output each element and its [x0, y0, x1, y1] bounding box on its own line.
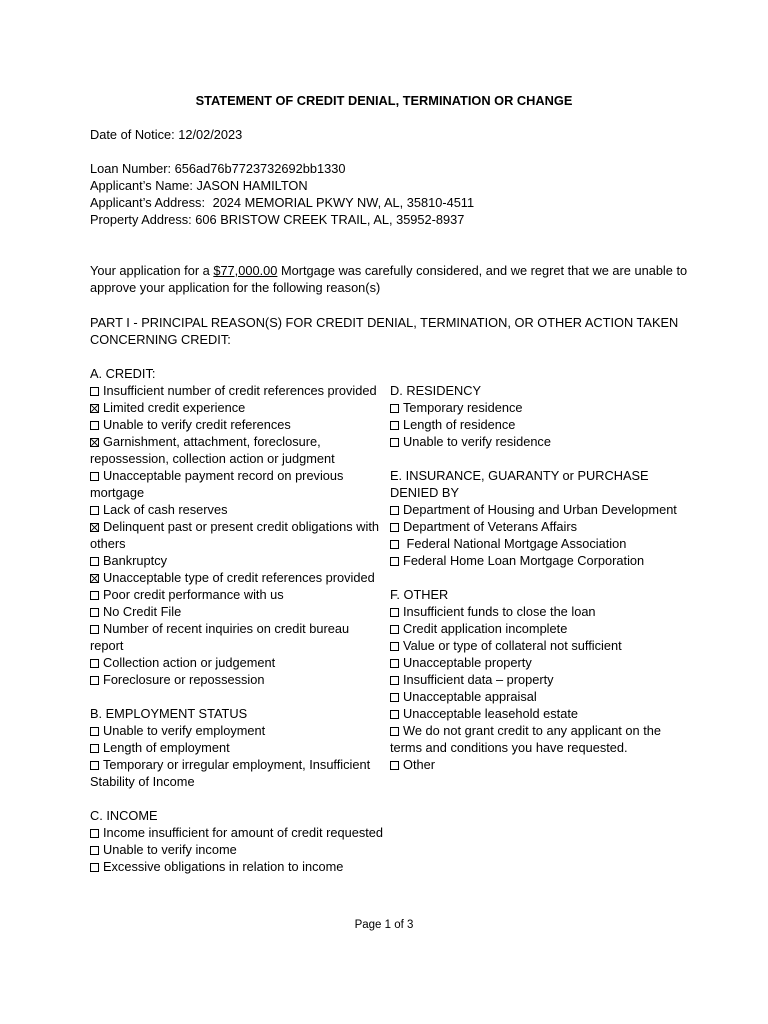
- checklist-item: [90, 722, 385, 739]
- intro-after: Mortgage was carefully considered, and we regret that we are unable to approve your application for the following reason(s): [90, 263, 688, 295]
- checklist-item-label: Income insufficient for amount of credit requested: [103, 825, 384, 840]
- checklist-item-label: Unacceptable property: [403, 655, 532, 670]
- unchecked-box-icon[interactable]: [90, 506, 99, 515]
- checklist-item: [90, 552, 385, 569]
- unchecked-box-icon[interactable]: [390, 540, 399, 549]
- checklist-item: [90, 382, 385, 399]
- other-list: [390, 603, 680, 773]
- checklist-item-label: Insufficient number of credit references provided: [103, 383, 377, 398]
- loan-number-value: 656ad76b7723732692bb1330: [174, 161, 346, 176]
- checklist-item-label: Insufficient funds to close the loan: [403, 604, 596, 619]
- income-heading: C. INCOME: [90, 808, 158, 823]
- checklist-item: [390, 756, 680, 773]
- unchecked-box-icon[interactable]: [90, 591, 99, 600]
- document-title: STATEMENT OF CREDIT DENIAL, TERMINATION OR CHANGE: [195, 93, 573, 108]
- checklist-item-label: Garnishment, attachment, foreclosure, repossession, collection action or judgment: [90, 434, 335, 466]
- checklist-item: [90, 603, 385, 620]
- unchecked-box-icon[interactable]: [390, 676, 399, 685]
- unchecked-box-icon[interactable]: [90, 557, 99, 566]
- checklist-item: [390, 518, 680, 535]
- checklist-item-label: Unable to verify income: [103, 842, 237, 857]
- checklist-item: [390, 603, 680, 620]
- checklist-item: [90, 858, 385, 875]
- notice-label: Date of Notice:: [90, 127, 175, 142]
- applicant-name: [90, 177, 308, 194]
- checked-box-icon[interactable]: [90, 438, 99, 447]
- checklist-item: [390, 620, 680, 637]
- property-address: [90, 211, 464, 228]
- unchecked-box-icon[interactable]: [390, 608, 399, 617]
- checklist-item: [90, 739, 385, 756]
- applicant-address-label: Applicant’s Address:: [90, 195, 206, 210]
- checklist-item: [390, 433, 680, 450]
- checklist-item-label: Federal National Mortgage Association: [403, 536, 627, 551]
- checklist-item: [390, 552, 680, 569]
- residency-list: [390, 399, 680, 450]
- page-number: Page 1 of 3: [354, 919, 414, 931]
- unchecked-box-icon[interactable]: [390, 523, 399, 532]
- checklist-item-label: We do not grant credit to any applicant on the terms and conditions you have requested.: [390, 723, 661, 755]
- applicant-address: [90, 194, 474, 211]
- checklist-item-label: Collection action or judgement: [103, 655, 276, 670]
- checklist-item-label: Excessive obligations in relation to income: [103, 859, 344, 874]
- loan-number: [90, 160, 345, 177]
- checked-box-icon[interactable]: [90, 574, 99, 583]
- date-of-notice: [90, 126, 242, 143]
- checklist-item: [390, 722, 680, 756]
- checklist-item: [90, 586, 385, 603]
- other-heading: F. OTHER: [390, 587, 449, 602]
- checklist-item: [90, 467, 385, 501]
- checklist-item: [90, 620, 385, 654]
- checklist-item-label: No Credit File: [103, 604, 182, 619]
- applicant-name-label: Applicant’s Name:: [90, 178, 193, 193]
- unchecked-box-icon[interactable]: [90, 761, 99, 770]
- checklist-item-label: Federal Home Loan Mortgage Corporation: [403, 553, 645, 568]
- checklist-item: [90, 654, 385, 671]
- checklist-item-label: Other: [403, 757, 436, 772]
- checklist-item-label: Poor credit performance with us: [103, 587, 284, 602]
- checklist-item-label: Department of Veterans Affairs: [403, 519, 578, 534]
- checklist-item-label: Unacceptable type of credit references provided: [103, 570, 375, 585]
- applicant-name-value: JASON HAMILTON: [196, 178, 308, 193]
- checklist-item-label: Insufficient data – property: [403, 672, 554, 687]
- checklist-item: [390, 399, 680, 416]
- intro-paragraph: [90, 262, 690, 296]
- checked-box-icon[interactable]: [90, 404, 99, 413]
- intro-before: Your application for a: [90, 263, 210, 278]
- checklist-item: [390, 654, 680, 671]
- unchecked-box-icon[interactable]: [390, 625, 399, 634]
- insurance-list: [390, 501, 680, 569]
- unchecked-box-icon[interactable]: [390, 421, 399, 430]
- insurance-heading: E. INSURANCE, GUARANTY or PURCHASE DENIED BY: [390, 468, 649, 500]
- checklist-item: [90, 501, 385, 518]
- checklist-item-label: Temporary or irregular employment, Insufficient Stability of Income: [90, 757, 371, 789]
- checklist-item: [390, 501, 680, 518]
- checklist-item-label: Unable to verify credit references: [103, 417, 291, 432]
- checklist-item: [390, 688, 680, 705]
- checklist-item-label: Department of Housing and Urban Development: [403, 502, 677, 517]
- checklist-item: [90, 399, 385, 416]
- checklist-item: [390, 637, 680, 654]
- checklist-item-label: Unable to verify residence: [403, 434, 551, 449]
- checklist-item-label: Length of residence: [403, 417, 516, 432]
- checklist-item: [390, 535, 680, 552]
- unchecked-box-icon[interactable]: [390, 404, 399, 413]
- unchecked-box-icon[interactable]: [90, 625, 99, 634]
- unchecked-box-icon[interactable]: [390, 642, 399, 651]
- left-column: [90, 365, 385, 875]
- property-address-label: Property Address:: [90, 212, 192, 227]
- unchecked-box-icon[interactable]: [90, 846, 99, 855]
- credit-list: [90, 382, 385, 688]
- unchecked-box-icon[interactable]: [390, 761, 399, 770]
- unchecked-box-icon[interactable]: [90, 744, 99, 753]
- unchecked-box-icon[interactable]: [390, 659, 399, 668]
- checklist-item-label: Unacceptable appraisal: [403, 689, 537, 704]
- checklist-item: [90, 824, 385, 841]
- checklist-item-label: Lack of cash reserves: [103, 502, 228, 517]
- unchecked-box-icon[interactable]: [90, 387, 99, 396]
- unchecked-box-icon[interactable]: [390, 557, 399, 566]
- notice-value: 12/02/2023: [178, 127, 243, 142]
- checklist-item: [390, 671, 680, 688]
- residency-heading: D. RESIDENCY: [390, 383, 482, 398]
- checklist-item: [90, 433, 385, 467]
- checklist-item-label: Length of employment: [103, 740, 230, 755]
- credit-heading: A. CREDIT:: [90, 366, 156, 381]
- checklist-item: [90, 416, 385, 433]
- checklist-item-label: Limited credit experience: [103, 400, 246, 415]
- unchecked-box-icon[interactable]: [90, 421, 99, 430]
- checklist-item-label: Temporary residence: [403, 400, 523, 415]
- applicant-address-value: 2024 MEMORIAL PKWY NW, AL, 35810-4511: [212, 195, 475, 210]
- property-address-value: 606 BRISTOW CREEK TRAIL, AL, 35952-8937: [195, 212, 465, 227]
- employment-list: [90, 722, 385, 790]
- checklist-item-label: Number of recent inquiries on credit bureau report: [90, 621, 350, 653]
- income-list: [90, 824, 385, 875]
- checklist-item-label: Unable to verify employment: [103, 723, 266, 738]
- unchecked-box-icon[interactable]: [390, 727, 399, 736]
- unchecked-box-icon[interactable]: [390, 506, 399, 515]
- checklist-item-label: Credit application incomplete: [403, 621, 568, 636]
- unchecked-box-icon[interactable]: [90, 863, 99, 872]
- checklist-item-label: Bankruptcy: [103, 553, 168, 568]
- unchecked-box-icon[interactable]: [390, 438, 399, 447]
- checklist-item: [90, 518, 385, 552]
- unchecked-box-icon[interactable]: [90, 676, 99, 685]
- unchecked-box-icon[interactable]: [390, 693, 399, 702]
- unchecked-box-icon[interactable]: [90, 472, 99, 481]
- checklist-item: [390, 416, 680, 433]
- unchecked-box-icon[interactable]: [90, 829, 99, 838]
- checklist-item: [90, 841, 385, 858]
- part-heading: PART I - PRINCIPAL REASON(S) FOR CREDIT DENIAL, TERMINATION, OR OTHER ACTION TAKEN CONCERNING CREDIT:: [90, 315, 679, 347]
- checklist-item: [90, 671, 385, 688]
- unchecked-box-icon[interactable]: [390, 710, 399, 719]
- checklist-item: [90, 569, 385, 586]
- checklist-item-label: Unacceptable leasehold estate: [403, 706, 579, 721]
- checklist-item: [90, 756, 385, 790]
- right-column: [390, 382, 680, 773]
- checklist-item-label: Delinquent past or present credit obligations with others: [90, 519, 380, 551]
- loan-number-label: Loan Number:: [90, 161, 172, 176]
- checklist-item-label: Value or type of collateral not sufficient: [403, 638, 622, 653]
- unchecked-box-icon[interactable]: [90, 608, 99, 617]
- checked-box-icon[interactable]: [90, 523, 99, 532]
- checklist-item-label: Unacceptable payment record on previous mortgage: [90, 468, 344, 500]
- checklist-item-label: Foreclosure or repossession: [103, 672, 265, 687]
- loan-amount: $77,000.00: [213, 263, 278, 278]
- employment-heading: B. EMPLOYMENT STATUS: [90, 706, 248, 721]
- checklist-item: [390, 705, 680, 722]
- unchecked-box-icon[interactable]: [90, 659, 99, 668]
- unchecked-box-icon[interactable]: [90, 727, 99, 736]
